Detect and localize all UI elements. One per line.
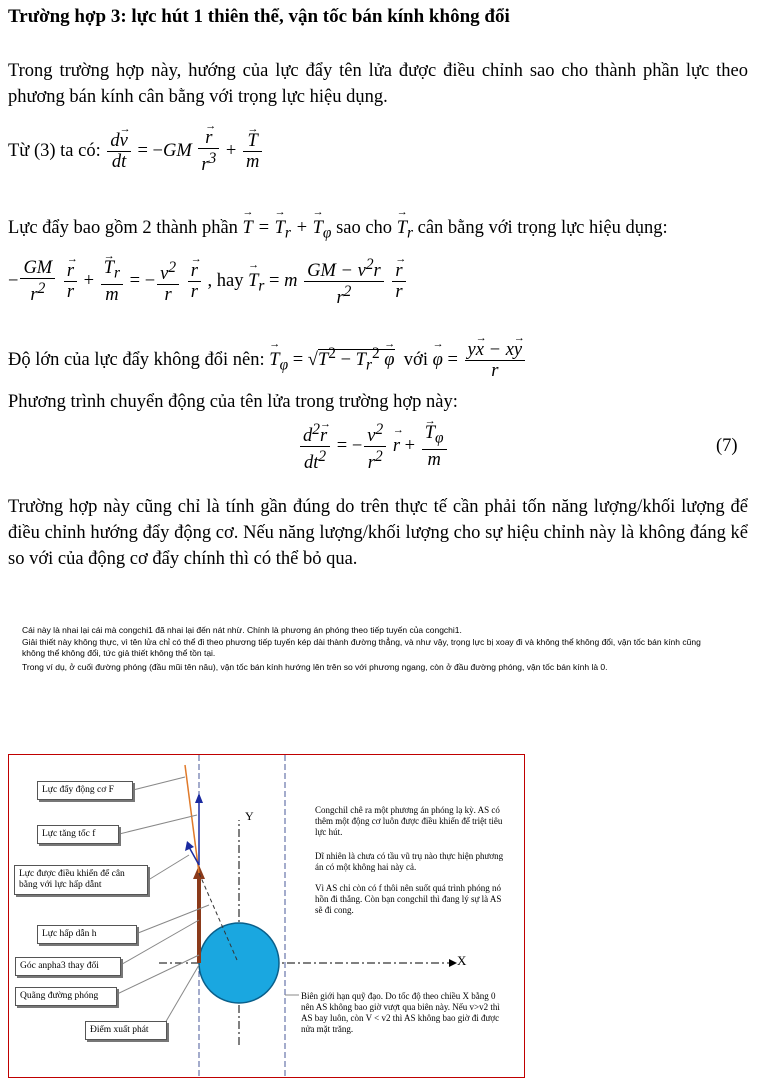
note-2: Giải thiết này không thực, vì tên lửa chỉ có thể đi theo phương tiếp tuyến kép dài thành đường thẳng, và như vậy, trọng lực bị xoay đi và không thể không đổi, vận tốc bán kính cũng không thể không đổi, tức giả thiết không thể tồn tại. (22, 637, 701, 658)
equation-3: Từ (3) ta có: $\frac{d\to v}{dt}$ = −GM → $\frac{r}{r^3}$ + → $\frac{T}{m}$ (8, 128, 264, 175)
paragraph-motion: Phương trình chuyển động của tên lửa trong trường hợp này: (8, 392, 458, 412)
label-angle: Góc anpha3 thay đổi (15, 957, 121, 976)
equation-7: $\frac{d^2\to r}{dt^2}$ = − $\frac{v^2}{r^2}$ → r + → $\frac{T_\varphi}{m}$ (298, 420, 449, 473)
annotation-3: Vì AS chỉ còn có f thôi nên suốt quá trình phóng nó hồn đi thẳng. Còn bạn congchil thì đang lý sự là AS sẽ đi cong. (315, 883, 502, 915)
label-launch-distance: Quãng đường phóng (15, 987, 117, 1006)
label-thrust-force: Lực đẩy động cơ F (37, 781, 133, 800)
with-text: với (403, 349, 428, 370)
axis-x-label: X (457, 953, 467, 968)
thrust-end: cân bằng với trọng lực hiệu dụng: (417, 218, 668, 238)
thrust-line (185, 765, 199, 873)
section-title: Trường hợp 3: lực hút 1 thiên thể, vận tốc bán kính không đổi (8, 6, 510, 27)
magnitude-text: Độ lớn của lực đẩy không đổi nên: (8, 349, 265, 370)
paragraph-intro: Trong trường hợp này, hướng của lực đẩy tên lửa được điều chỉnh sao cho thành phần lực theo phương bán kính cân bằng với trọng lực hiệu dụng. (8, 61, 748, 107)
thrust-text: Lực đẩy bao gồm 2 thành phần (8, 218, 238, 238)
note-1: Cái này là nhai lại cái mà congchi1 đã nhai lại đến nát nhừ. Chính là phương án phóng theo tiếp tuyến của congchi1. (22, 625, 462, 635)
paragraph-conclusion: Trường hợp này cũng chỉ là tính gần đúng do trên thực tế cần phải tốn năng lượng/khối lượng để điều chỉnh hướng đẩy động cơ. Nếu năng lượng/khối lượng cho sự hiệu chỉnh này là không đáng kể so với của động cơ đẩy chính thì có thể bỏ qua. (8, 497, 748, 569)
label-gravity-force: Lực hấp dẫn h (37, 925, 137, 944)
note-3: Trong ví dụ, ở cuối đường phóng (đầu mũi tên nâu), vận tốc bán kính hướng lên trên so với phương ngang, còn ở đầu đường phóng, vận tốc bán kính là 0. (22, 662, 608, 672)
label-control-force: Lực được điều khiển để cân bằng với lực hấp dẫnt (14, 865, 148, 895)
label-accel-force: Lực tăng tốc f (37, 825, 119, 844)
equation-3-prefix: Từ (3) ta có: (8, 140, 101, 161)
planet (199, 923, 279, 1003)
annotation-4: Biên giới hạn quỹ đạo. Do tốc độ theo chiều X bằng 0 nên AS không bao giờ vượt qua biên này. Nếu v>v2 thì AS bay luôn, còn V < v2 thì AS không bao giờ đi được nửa mặt trăng. (301, 991, 500, 1034)
annotation-2: Dĩ nhiên là chưa có tầu vũ trụ nào thực hiện phương án có một không hai này cả. (315, 851, 504, 872)
equation-7-label: (7) (716, 436, 738, 456)
equation-balance: − $\frac{GM}{r^2}$ → $\frac{r}{r}$ + → $\frac{T_r}{m}$ = − $\frac{v^2}{r}$ → $\frac{r}{r}$ , hay → $T_r = m$ $\frac{GM - v^2r}{r^2}$ → $\frac{r}{r}$ (8, 255, 408, 308)
paragraph-thrust: Lực đẩy bao gồm 2 thành phần → T = → $T_r$ + → $T_\varphi$ sao cho → $T_r$ cân bằng với trọng lực hiệu dụng: (8, 218, 753, 243)
hay-text: , hay (207, 270, 244, 291)
annotation-1: Congchil chê ra một phương án phóng lạ kỳ. AS có thêm một động cơ luôn được điều khiển để triệt tiêu lực hút. (315, 805, 503, 837)
equation-magnitude: Độ lớn của lực đẩy không đổi nên: → $T_\varphi = √T^2 - T_r^2 \to \varphi$ với → φ = $\frac{y\to x - x\to y}{r}$ (8, 340, 527, 381)
x-axis-arrow (449, 959, 457, 967)
thrust-mid: sao cho (336, 218, 393, 238)
axis-y-label: Y (245, 809, 254, 823)
diagram-figure (8, 754, 525, 1078)
label-start-point: Điểm xuất phát (85, 1021, 167, 1040)
